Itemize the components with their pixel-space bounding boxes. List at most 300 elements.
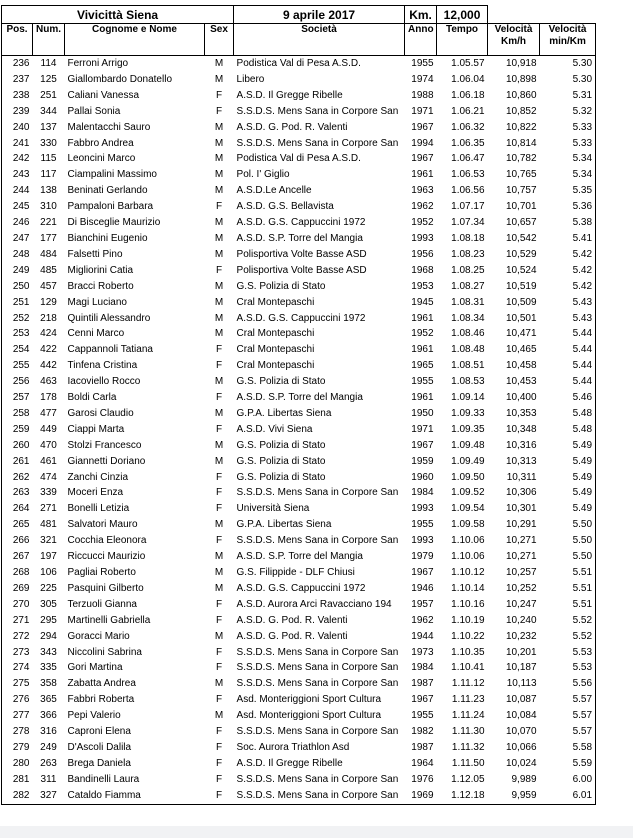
cell-club: A.S.D. S.P. Torre del Mangia	[236, 551, 363, 563]
cell-speed: 10,529	[505, 248, 537, 260]
cell-year: 1953	[411, 280, 434, 292]
cell-pace: 5.49	[540, 470, 596, 486]
table-row	[2, 120, 596, 136]
cell-time: 1.08.25	[451, 264, 485, 276]
cell-year: 1955	[411, 710, 434, 722]
cell-num: 424	[40, 328, 57, 340]
table-row	[2, 470, 596, 486]
cell-name: Pallai Sonia	[67, 105, 121, 117]
cell-club: G.S. Polizia di Stato	[236, 376, 326, 388]
cell-pace: 5.48	[540, 406, 596, 422]
cell-club: A.S.D. S.P. Torre del Mangia	[236, 232, 363, 244]
cell-club: A.S.D. G.S. Cappuccini 1972	[236, 217, 366, 229]
cell-pos: 244	[2, 183, 33, 199]
cell-name: Cappannoli Tatiana	[67, 344, 153, 356]
cell-pace: 5.46	[540, 390, 596, 406]
cell-speed: 10,852	[505, 105, 537, 117]
cell-time: 1.10.41	[451, 662, 485, 674]
cell-speed: 10,765	[505, 169, 537, 181]
cell-time: 1.06.18	[451, 89, 485, 101]
cell-club: S.S.D.S. Mens Sana in Corpore San	[236, 535, 399, 547]
cell-pace: 5.30	[540, 56, 596, 72]
cell-name: Bracci Roberto	[67, 280, 134, 292]
cell-pos: 265	[2, 517, 33, 533]
cell-pace: 5.52	[540, 613, 596, 629]
cell-pos: 271	[2, 613, 33, 629]
cell-sex: F	[215, 423, 223, 435]
cell-pace: 5.49	[540, 501, 596, 517]
table-row	[2, 660, 596, 676]
cell-time: 1.08.46	[451, 328, 485, 340]
cell-club: A.S.D. G.S. Bellavista	[236, 201, 334, 213]
cell-pace: 5.51	[540, 581, 596, 597]
cell-pos: 239	[2, 104, 33, 120]
cell-year: 1961	[411, 312, 434, 324]
cell-time: 1.09.50	[451, 471, 485, 483]
cell-num: 106	[40, 567, 57, 578]
cell-num: 484	[40, 248, 57, 260]
cell-sex: M	[214, 328, 224, 340]
cell-sex: F	[215, 662, 223, 674]
title-blank-cell	[488, 6, 596, 24]
cell-club: A.S.D. G.S. Cappuccini 1972	[236, 312, 366, 324]
cell-pace: 5.36	[540, 199, 596, 215]
cell-time: 1.09.33	[451, 407, 485, 419]
cell-name: Moceri Enza	[67, 487, 124, 499]
cell-club: Cral Montepaschi	[236, 296, 315, 308]
cell-sex: F	[215, 646, 223, 658]
cell-sex: M	[214, 678, 224, 690]
cell-time: 1.12.18	[437, 788, 488, 804]
cell-name: Pepi Valerio	[67, 710, 121, 722]
cell-num: 225	[40, 582, 57, 594]
results-table	[1, 5, 596, 805]
cell-speed: 10,291	[505, 519, 537, 531]
cell-speed: 10,313	[505, 455, 537, 467]
cell-name: Tinfena Cristina	[67, 360, 138, 372]
cell-name: Cataldo Fiamma	[65, 788, 205, 804]
cell-sex: M	[214, 248, 224, 260]
cell-pos: 270	[2, 597, 33, 613]
cell-club: A.S.D.Le Ancelle	[236, 185, 312, 197]
cell-sex: M	[214, 582, 224, 594]
cell-club: A.S.D. G. Pod. R. Valenti	[236, 121, 348, 133]
cell-year: 1965	[411, 360, 434, 372]
cell-pace: 5.44	[540, 374, 596, 390]
cell-num: 485	[40, 264, 57, 276]
cell-year: 1960	[411, 471, 434, 483]
cell-year: 1964	[411, 757, 434, 769]
cell-pace: 5.49	[540, 485, 596, 501]
cell-pos: 275	[2, 676, 33, 692]
event-date: 9 aprile 2017	[234, 6, 405, 24]
cell-time: 1.06.32	[451, 121, 485, 133]
cell-num: 178	[40, 392, 57, 404]
cell-name: Garosi Claudio	[67, 407, 134, 419]
cell-pos: 272	[2, 629, 33, 645]
cell-sex: F	[215, 264, 223, 276]
cell-sex: M	[214, 455, 224, 467]
cell-pace: 5.32	[540, 104, 596, 120]
table-row	[2, 247, 596, 263]
cell-club: S.S.D.S. Mens Sana in Corpore San	[236, 662, 399, 674]
table-row	[2, 374, 596, 390]
cell-year: 1967	[411, 567, 434, 578]
table-row	[2, 788, 596, 804]
cell-speed: 10,524	[505, 264, 537, 276]
col-header-club: Società	[234, 24, 405, 56]
cell-speed: 10,252	[505, 582, 537, 594]
cell-time: 1.10.06	[451, 535, 485, 547]
cell-num: 327	[33, 788, 65, 804]
cell-num: 114	[40, 58, 57, 69]
cell-year: 1962	[411, 201, 434, 213]
cell-num: 335	[40, 662, 57, 674]
cell-time: 1.09.58	[451, 519, 485, 531]
cell-year: 1993	[411, 503, 434, 515]
cell-year: 1987	[411, 741, 434, 753]
cell-pace: 5.30	[540, 72, 596, 88]
cell-club: Cral Montepaschi	[236, 360, 315, 372]
cell-time: 1.12.05	[451, 773, 485, 785]
table-row	[2, 692, 596, 708]
cell-name: Goracci Mario	[67, 630, 130, 642]
table-row	[2, 645, 596, 661]
cell-num: 177	[40, 232, 57, 244]
cell-num: 474	[40, 471, 57, 483]
cell-name: Gori Martina	[67, 662, 123, 674]
cell-name: Zanchi Cinzia	[67, 471, 129, 483]
cell-club: Polisportiva Volte Basse ASD	[236, 248, 367, 260]
cell-time: 1.10.12	[451, 567, 485, 578]
cell-name: Zabatta Andrea	[67, 678, 136, 690]
cell-time: 1.11.12	[451, 678, 485, 690]
cell-sex: M	[214, 296, 224, 308]
cell-num: 343	[40, 646, 57, 658]
cell-pace: 5.56	[540, 676, 596, 692]
cell-speed: 10,348	[505, 423, 537, 435]
cell-pace: 5.49	[540, 454, 596, 470]
cell-time: 1.09.54	[451, 503, 485, 515]
cell-year: 1993	[411, 535, 434, 547]
cell-year: 1967	[411, 153, 434, 165]
cell-num: 339	[40, 487, 57, 499]
cell-name: Caproni Elena	[67, 726, 131, 738]
cell-pos: 269	[2, 581, 33, 597]
cell-speed: 10,271	[505, 551, 537, 563]
cell-name: Migliorini Catia	[67, 264, 134, 276]
cell-club: Asd. Monteriggioni Sport Cultura	[236, 710, 382, 722]
cell-num: 310	[40, 201, 57, 213]
cell-time: 1.08.34	[451, 312, 485, 324]
cell-pos: 252	[2, 311, 33, 327]
cell-pace: 5.44	[540, 326, 596, 342]
cell-num: 481	[40, 519, 57, 531]
cell-pos: 258	[2, 406, 33, 422]
cell-pace: 5.57	[540, 708, 596, 724]
cell-pace: 5.42	[540, 247, 596, 263]
cell-num: 218	[40, 312, 57, 324]
cell-club: Podistica Val di Pesa A.S.D.	[236, 153, 361, 165]
cell-num: 251	[40, 89, 57, 101]
cell-sex: F	[215, 360, 223, 372]
cell-sex: F	[215, 392, 223, 404]
cell-name: Ciappi Marta	[67, 423, 125, 435]
cell-year: 1945	[411, 296, 434, 308]
cell-sex: F	[215, 503, 223, 515]
cell-club: A.S.D. G. Pod. R. Valenti	[236, 614, 348, 626]
cell-club: Soc. Aurora Triathlon Asd	[236, 741, 350, 753]
cell-club: G.S. Polizia di Stato	[236, 471, 326, 483]
cell-sex: M	[214, 312, 224, 324]
cell-sex: M	[214, 710, 224, 722]
cell-num: 129	[40, 296, 57, 308]
cell-time: 1.07.34	[451, 217, 485, 229]
cell-year: 1971	[411, 105, 434, 117]
table-row	[2, 597, 596, 613]
cell-year: 1969	[405, 788, 437, 804]
cell-year: 1961	[411, 344, 434, 356]
table-row	[2, 438, 596, 454]
viewer-bottom-strip	[0, 826, 633, 838]
cell-pace: 5.53	[540, 645, 596, 661]
cell-sex: F	[215, 757, 223, 769]
cell-name: Cenni Marco	[67, 328, 125, 340]
cell-pos: 279	[2, 740, 33, 756]
cell-pace: 5.34	[540, 151, 596, 167]
cell-sex: F	[215, 598, 223, 610]
cell-pos: 248	[2, 247, 33, 263]
cell-pace: 5.50	[540, 517, 596, 533]
cell-year: 1944	[411, 630, 434, 642]
cell-pos: 280	[2, 756, 33, 772]
cell-sex: M	[214, 137, 224, 149]
cell-name: Stolzi Francesco	[67, 439, 142, 451]
cell-num: 115	[40, 153, 57, 165]
cell-num: 344	[40, 105, 57, 117]
cell-name: Di Bisceglie Maurizio	[67, 217, 161, 229]
cell-name: Fabbri Roberta	[67, 694, 135, 706]
cell-club: A.S.D. Il Gregge Ribelle	[236, 757, 343, 769]
col-header-time: Tempo	[437, 24, 488, 56]
cell-club: Università Siena	[236, 503, 310, 515]
cell-speed: 10,257	[505, 567, 537, 578]
col-header-sex: Sex	[205, 24, 234, 56]
cell-time: 1.06.53	[451, 169, 485, 181]
cell-name: Ferroni Arrigo	[67, 58, 129, 69]
cell-sex: M	[214, 630, 224, 642]
cell-club: S.S.D.S. Mens Sana in Corpore San	[236, 678, 399, 690]
cell-time: 1.07.17	[451, 201, 485, 213]
cell-pos: 268	[2, 565, 33, 581]
cell-time: 1.06.04	[451, 73, 485, 85]
cell-pace: 5.49	[540, 438, 596, 454]
cell-pace: 5.44	[540, 358, 596, 374]
table-row	[2, 724, 596, 740]
cell-sex: F	[205, 788, 234, 804]
cell-year: 1982	[411, 726, 434, 738]
cell-name: Giannetti Doriano	[67, 455, 146, 467]
table-row	[2, 326, 596, 342]
cell-speed: 10,519	[505, 280, 537, 292]
distance-value: 12,000	[437, 6, 488, 24]
cell-pace: 5.52	[540, 629, 596, 645]
cell-club: G.P.A. Libertas Siena	[236, 519, 332, 531]
cell-time: 1.10.06	[451, 551, 485, 563]
table-row	[2, 104, 596, 120]
cell-sex: M	[214, 407, 224, 419]
cell-speed: 10,822	[505, 121, 537, 133]
cell-pos: 240	[2, 120, 33, 136]
cell-sex: M	[214, 185, 224, 197]
cell-year: 1968	[411, 264, 434, 276]
cell-pos: 250	[2, 279, 33, 295]
cell-sex: M	[214, 439, 224, 451]
cell-num: 442	[40, 360, 57, 372]
results-body	[2, 56, 596, 805]
cell-time: 1.05.57	[451, 58, 485, 69]
cell-year: 1984	[411, 662, 434, 674]
cell-num: 477	[40, 407, 57, 419]
cell-year: 1955	[411, 519, 434, 531]
cell-pos: 273	[2, 645, 33, 661]
cell-pos: 267	[2, 549, 33, 565]
cell-pos: 243	[2, 167, 33, 183]
cell-club: Podistica Val di Pesa A.S.D.	[236, 58, 361, 69]
table-row	[2, 390, 596, 406]
cell-pace: 5.44	[540, 342, 596, 358]
cell-year: 1993	[411, 232, 434, 244]
cell-pos: 257	[2, 390, 33, 406]
table-row	[2, 167, 596, 183]
cell-time: 1.08.27	[451, 280, 485, 292]
cell-pos: 249	[2, 263, 33, 279]
cell-name: Caliani Vanessa	[67, 89, 140, 101]
table-row	[2, 72, 596, 88]
cell-year: 1976	[411, 773, 434, 785]
cell-num: 449	[40, 423, 57, 435]
cell-pace: 5.42	[540, 263, 596, 279]
cell-pos: 253	[2, 326, 33, 342]
cell-club: G.S. Polizia di Stato	[236, 439, 326, 451]
cell-pos: 245	[2, 199, 33, 215]
table-row	[2, 136, 596, 152]
cell-pace: 5.51	[540, 597, 596, 613]
cell-year: 1962	[411, 614, 434, 626]
cell-speed: 10,070	[505, 726, 537, 738]
cell-speed: 10,471	[505, 328, 537, 340]
col-header-pace: Velocità min/Km	[540, 24, 596, 56]
cell-num: 366	[40, 710, 57, 722]
cell-name: Iacoviello Rocco	[67, 376, 141, 388]
cell-pos: 263	[2, 485, 33, 501]
cell-name: Pampaloni Barbara	[67, 201, 154, 213]
distance-label: Km.	[405, 6, 437, 24]
cell-speed: 10,066	[505, 741, 537, 753]
cell-sex: F	[215, 726, 223, 738]
col-header-pos: Pos.	[2, 24, 33, 56]
cell-club: S.S.D.S. Mens Sana in Corpore San	[236, 646, 399, 658]
cell-speed: 10,247	[505, 598, 537, 610]
table-row	[2, 533, 596, 549]
cell-year: 1974	[411, 73, 434, 85]
cell-speed: 9,959	[488, 788, 540, 804]
cell-time: 1.06.35	[451, 137, 485, 149]
cell-speed: 9,989	[511, 773, 537, 785]
cell-name: Fabbro Andrea	[67, 137, 134, 149]
table-row	[2, 422, 596, 438]
cell-sex: M	[214, 153, 224, 165]
cell-speed: 10,898	[505, 73, 537, 85]
table-row	[2, 311, 596, 327]
column-header-row	[2, 24, 596, 56]
cell-pace: 5.33	[540, 136, 596, 152]
cell-club: A.S.D. G.S. Cappuccini 1972	[236, 582, 366, 594]
cell-pos: 251	[2, 295, 33, 311]
table-row	[2, 676, 596, 692]
cell-year: 1955	[411, 376, 434, 388]
cell-time: 1.10.35	[451, 646, 485, 658]
col-header-speed: Velocità Km/h	[488, 24, 540, 56]
cell-speed: 10,542	[505, 232, 537, 244]
cell-year: 1955	[411, 58, 434, 69]
cell-pos: 260	[2, 438, 33, 454]
cell-sex: M	[214, 169, 224, 181]
cell-pos: 242	[2, 151, 33, 167]
cell-name: Giallombardo Donatello	[67, 73, 173, 85]
table-row	[2, 517, 596, 533]
cell-time: 1.06.56	[451, 185, 485, 197]
cell-num: 461	[40, 455, 57, 467]
cell-sex: F	[215, 471, 223, 483]
cell-time: 1.10.22	[451, 630, 485, 642]
cell-name: Magi Luciano	[67, 296, 127, 308]
cell-name: Bonelli Letizia	[67, 503, 130, 515]
cell-time: 1.11.30	[451, 726, 485, 738]
cell-club: G.S. Filippide - DLF Chiusi	[236, 567, 355, 578]
col-header-name: Cognome e Nome	[65, 24, 205, 56]
cell-pace: 5.38	[540, 215, 596, 231]
cell-speed: 10,240	[505, 614, 537, 626]
cell-time: 1.08.53	[451, 376, 485, 388]
cell-pace: 5.53	[540, 660, 596, 676]
cell-time: 1.06.47	[451, 153, 485, 165]
cell-name: D'Ascoli Dalila	[67, 741, 132, 753]
cell-pace: 5.43	[540, 295, 596, 311]
cell-pace: 5.33	[540, 120, 596, 136]
cell-name: Cocchia Eleonora	[67, 535, 147, 547]
cell-sex: M	[214, 217, 224, 229]
cell-pos: 262	[2, 470, 33, 486]
table-row	[2, 295, 596, 311]
cell-pos: 276	[2, 692, 33, 708]
cell-sex: M	[214, 376, 224, 388]
cell-pace: 5.50	[540, 549, 596, 565]
cell-name: Riccucci Maurizio	[67, 551, 146, 563]
cell-club: S.S.D.S. Mens Sana in Corpore San	[236, 726, 399, 738]
cell-name: Bandinelli Laura	[67, 773, 140, 785]
cell-name: Quintili Alessandro	[67, 312, 151, 324]
cell-year: 1961	[411, 169, 434, 181]
cell-speed: 10,657	[505, 217, 537, 229]
cell-num: 295	[40, 614, 57, 626]
cell-pace: 5.34	[540, 167, 596, 183]
cell-name: Salvatori Mauro	[67, 519, 138, 531]
cell-speed: 10,501	[505, 312, 537, 324]
col-header-year: Anno	[405, 24, 437, 56]
table-row	[2, 358, 596, 374]
cell-year: 1967	[411, 121, 434, 133]
